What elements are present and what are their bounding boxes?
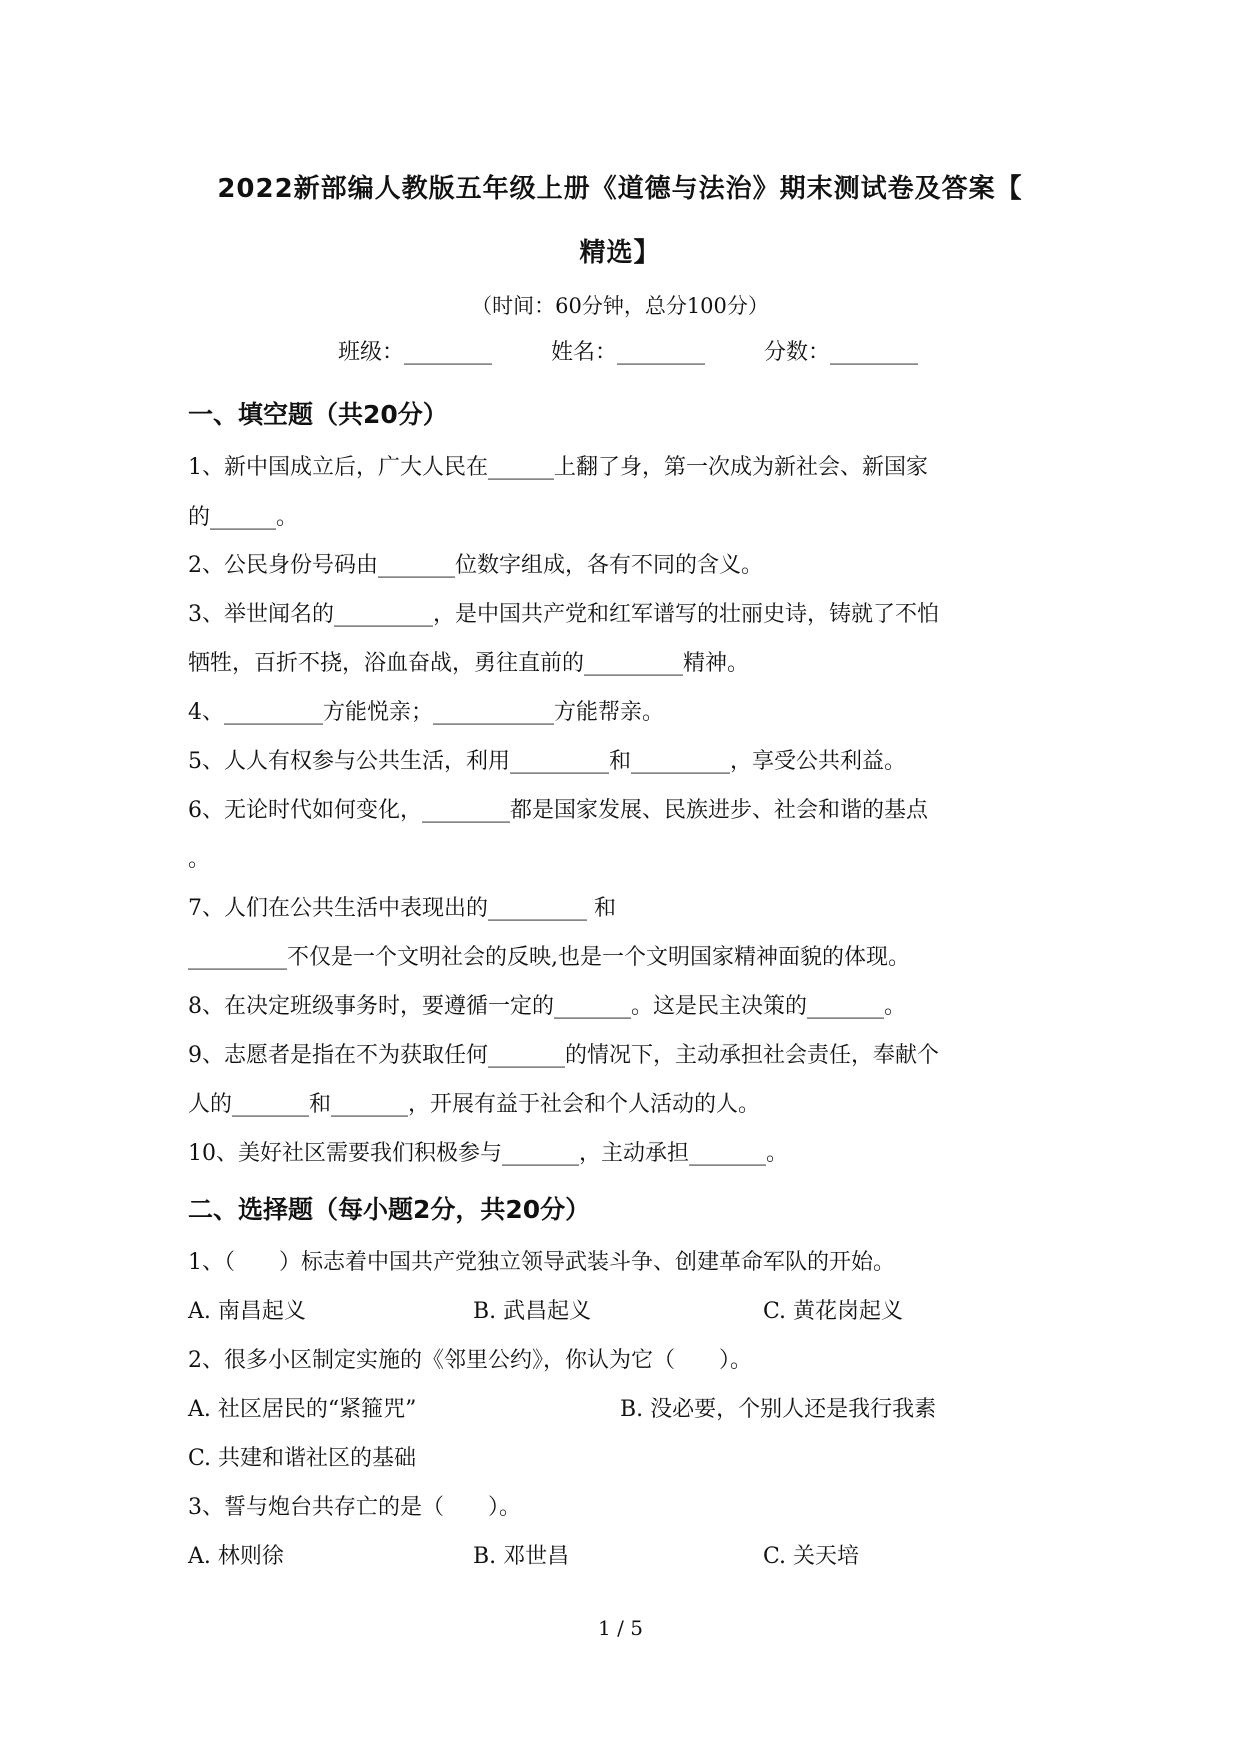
question-line: 4、_________方能悦亲；___________方能帮亲。 — [188, 700, 664, 725]
mc-q2-option-a: A. 社区居民的“紧箍咒” — [188, 1397, 417, 1422]
mc-q1-option-a: A. 南昌起义 — [188, 1299, 306, 1324]
section-heading-fill-in: 一、填空题（共20分） — [188, 400, 448, 429]
mc-q3-option-b: B. 邓世昌 — [473, 1544, 570, 1569]
class-field: 班级：________ — [338, 340, 493, 365]
mc-question-2: 2、很多小区制定实施的《邻里公约》，你认为它（ ）。 — [188, 1348, 752, 1373]
student-info-row — [338, 335, 970, 366]
question-line: 9、志愿者是指在不为获取任何_______的情况下，主动承担社会责任，奉献个 — [188, 1043, 939, 1068]
page-number: 1 / 5 — [598, 1616, 643, 1640]
mc-question-1: 1、（ ）标志着中国共产党独立领导武装斗争、创建革命军队的开始。 — [188, 1250, 895, 1275]
mc-q3-option-c: C. 关天培 — [763, 1544, 860, 1569]
question-line: 3、举世闻名的_________，是中国共产党和红军谱写的壮丽史诗，铸就了不怕 — [188, 602, 939, 627]
name-field: 姓名：________ — [551, 340, 706, 365]
question-line: 7、人们在公共生活中表现出的_________ 和 — [188, 896, 616, 921]
score-field: 分数：________ — [764, 340, 919, 365]
question-line: 的______。 — [188, 505, 299, 530]
mc-q1-option-b: B. 武昌起义 — [473, 1299, 592, 1324]
time-note: （时间：60分钟，总分100分） — [471, 294, 769, 318]
exam-title-line2: 精选】 — [579, 238, 661, 268]
question-line: 牺牲，百折不挠，浴血奋战，勇往直前的_________精神。 — [188, 651, 750, 676]
question-line: 。 — [188, 847, 211, 872]
question-line: 10、美好社区需要我们积极参与_______，主动承担_______。 — [188, 1141, 788, 1166]
mc-q3-option-a: A. 林则徐 — [188, 1544, 284, 1569]
exam-title-line1: 2022新部编人教版五年级上册《道德与法治》期末测试卷及答案【 — [217, 174, 1023, 204]
mc-q2-option-c: C. 共建和谐社区的基础 — [188, 1446, 417, 1471]
question-line: 人的_______和_______，开展有益于社会和个人活动的人。 — [188, 1092, 761, 1117]
question-line: 8、在决定班级事务时，要遵循一定的_______。这是民主决策的_______。 — [188, 994, 906, 1019]
mc-q1-option-c: C. 黄花岗起义 — [763, 1299, 904, 1324]
mc-question-3: 3、誓与炮台共存亡的是（ ）。 — [188, 1495, 521, 1520]
question-line: 5、人人有权参与公共生活，利用_________和_________，享受公共利益。 — [188, 749, 906, 774]
question-line: 2、公民身份号码由_______位数字组成，各有不同的含义。 — [188, 553, 763, 578]
section-heading-multiple-choice: 二、选择题（每小题2分，共20分） — [188, 1195, 591, 1224]
mc-q2-option-b: B. 没必要，个别人还是我行我素 — [620, 1397, 937, 1422]
question-line: _________不仅是一个文明社会的反映,也是一个文明国家精神面貌的体现。 — [188, 945, 910, 970]
question-line: 6、无论时代如何变化，________都是国家发展、民族进步、社会和谐的基点 — [188, 798, 928, 823]
question-line: 1、新中国成立后，广大人民在______上翻了身，第一次成为新社会、新国家 — [188, 455, 928, 480]
